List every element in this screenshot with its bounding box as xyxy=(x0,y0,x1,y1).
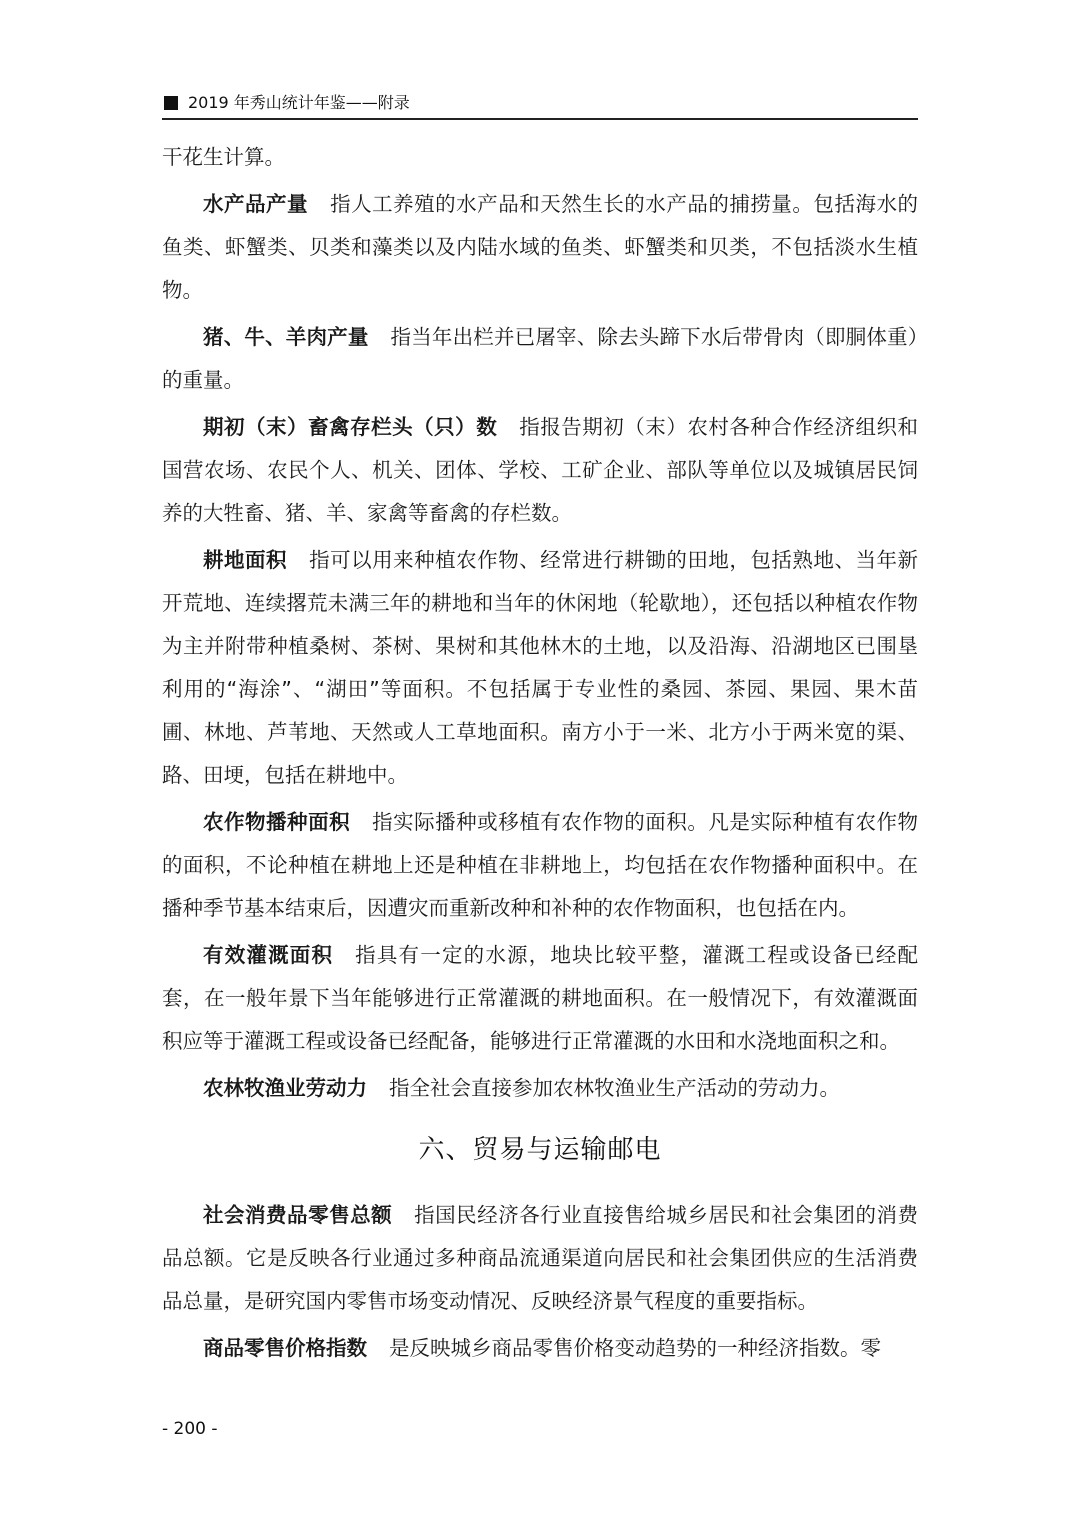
definition-text: 指全社会直接参加农林牧渔业生产活动的劳动力。 xyxy=(389,1076,840,1100)
header-title: 2019 年秀山统计年鉴——附录 xyxy=(188,93,410,112)
definition-term: 社会消费品零售总额 xyxy=(203,1203,393,1227)
page-number: - 200 - xyxy=(162,1419,218,1439)
definition-text: 指国民经济各行业直接售给城乡居民和社会集团的消费品总额。它是反映各行业通过多种商品流通渠道向居民和社会集团供应的生活消费品总量，是研究国内零售市场变动情况、反映经济景气程度的重要指标。 xyxy=(162,1203,918,1313)
definition-term: 商品零售价格指数 xyxy=(203,1336,367,1360)
definitions-part1 xyxy=(162,183,918,1110)
definition-paragraph xyxy=(162,406,918,535)
definition-paragraph xyxy=(162,934,918,1063)
opening-line: 干花生计算。 xyxy=(162,145,285,169)
definition-text: 指人工养殖的水产品和天然生长的水产品的捕捞量。包括海水的鱼类、虾蟹类、贝类和藻类以及内陆水域的鱼类、虾蟹类和贝类，不包括淡水生植物。 xyxy=(162,192,918,302)
definition-paragraph xyxy=(162,801,918,930)
section-heading: 六、贸易与运输邮电 xyxy=(418,1135,662,1165)
definition-term: 水产品产量 xyxy=(203,192,309,216)
definition-paragraph xyxy=(162,1327,918,1370)
definition-paragraph xyxy=(162,1194,918,1323)
definition-text: 指当年出栏并已屠宰、除去头蹄下水后带骨肉（即胴体重）的重量。 xyxy=(162,325,918,392)
definitions-part2 xyxy=(162,1194,918,1370)
definition-text: 是反映城乡商品零售价格变动趋势的一种经济指数。零 xyxy=(389,1336,881,1360)
definition-text: 指具有一定的水源，地块比较平整，灌溉工程或设备已经配套，在一般年景下当年能够进行正常灌溉的耕地面积。在一般情况下，有效灌溉面积应等于灌溉工程或设备已经配备，能够进行正常灌溉的水田和水浇地面积之和。 xyxy=(162,943,919,1053)
definition-term: 有效灌溉面积 xyxy=(203,943,334,967)
definition-paragraph xyxy=(162,539,918,797)
definition-term: 农林牧渔业劳动力 xyxy=(203,1076,367,1100)
definition-term: 猪、牛、羊肉产量 xyxy=(203,325,369,349)
running-header xyxy=(162,92,918,120)
definition-paragraph xyxy=(162,183,918,312)
definition-term: 农作物播种面积 xyxy=(203,810,351,834)
definition-paragraph xyxy=(162,1067,918,1110)
definition-term: 耕地面积 xyxy=(203,548,288,572)
page-body xyxy=(162,136,918,1374)
definition-term: 期初（末）畜禽存栏头（只）数 xyxy=(203,415,498,439)
definition-text: 指实际播种或移植有农作物的面积。凡是实际种植有农作物的面积，不论种植在耕地上还是种植在非耕地上，均包括在农作物播种面积中。在播种季节基本结束后，因遭灾而重新改种和补种的农作物面积，也包括在内。 xyxy=(162,810,918,920)
header-square-icon xyxy=(164,96,178,110)
definition-text: 指可以用来种植农作物、经常进行耕锄的田地，包括熟地、当年新开荒地、连续撂荒未满三年的耕地和当年的休闲地（轮歇地），还包括以种植农作物为主并附带种植桑树、茶树、果树和其他林木的土地，以及沿海、沿湖地区已围垦利用的“海涂”、“湖田”等面积。不包括属于专业性的桑园、茶园、果园、果木苗圃、林地、芦苇地、天然或人工草地面积。南方小于一米、北方小于两米宽的渠、路、田埂，包括在耕地中。 xyxy=(162,548,918,787)
definition-paragraph xyxy=(162,316,918,402)
definition-text: 指报告期初（末）农村各种合作经济组织和国营农场、农民个人、机关、团体、学校、工矿企业、部队等单位以及城镇居民饲养的大牲畜、猪、羊、家禽等畜禽的存栏数。 xyxy=(162,415,918,525)
